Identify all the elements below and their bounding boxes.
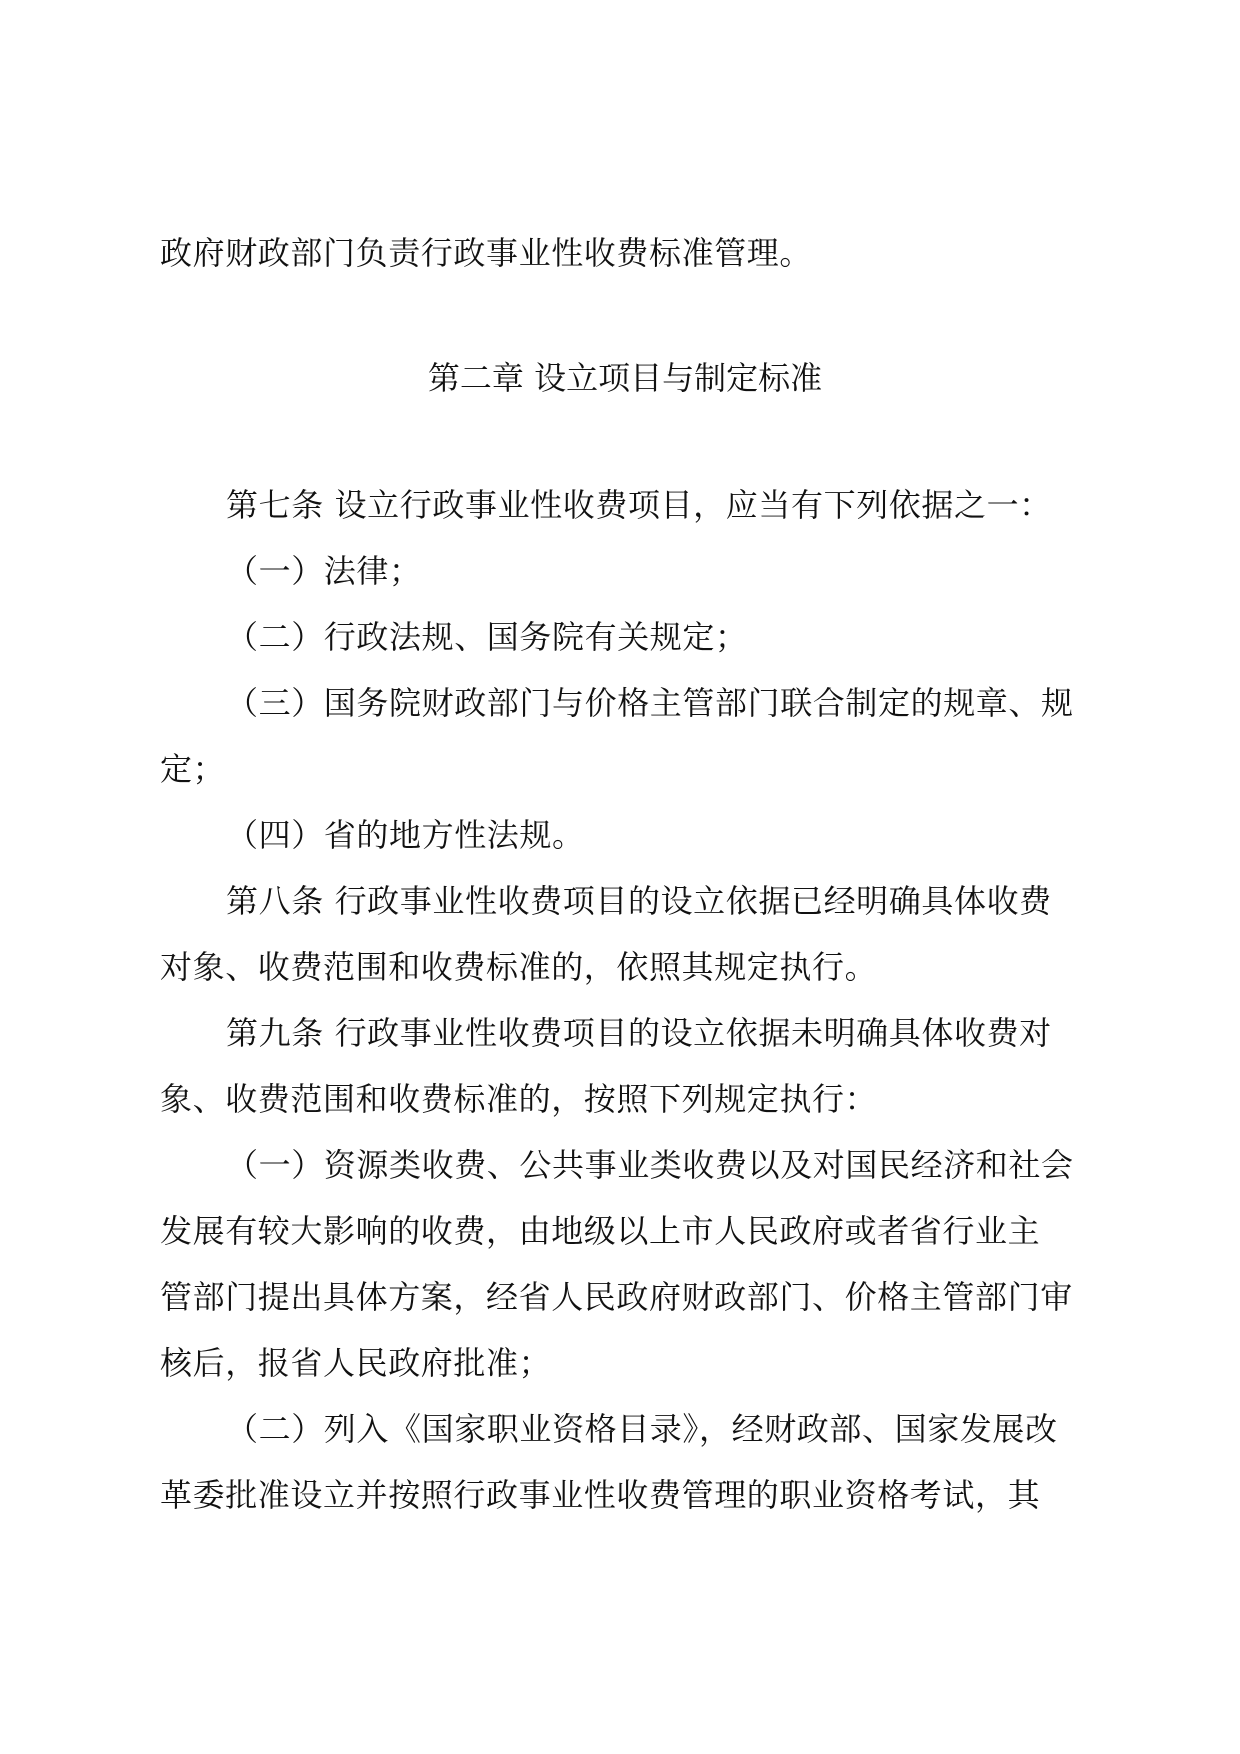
paragraph-line: 核后，报省人民政府批准； — [160, 1344, 552, 1382]
paragraph-line: 管部门提出具体方案，经省人民政府财政部门、价格主管部门审 — [160, 1278, 1073, 1316]
list-item-line: （一）法律； — [226, 552, 422, 590]
article-7-line: 第七条 设立行政事业性收费项目，应当有下列依据之一： — [226, 486, 1052, 524]
list-item-line: （二）列入《国家职业资格目录》，经财政部、国家发展改 — [226, 1410, 1058, 1448]
list-item-line: （三）国务院财政部门与价格主管部门联合制定的规章、规 — [226, 684, 1074, 722]
paragraph-line: 定； — [160, 750, 226, 788]
article-8-line: 第八条 行政事业性收费项目的设立依据已经明确具体收费 — [226, 882, 1052, 920]
paragraph-line: 发展有较大影响的收费，由地级以上市人民政府或者省行业主 — [160, 1212, 1041, 1250]
list-item-line: （四）省的地方性法规。 — [226, 816, 585, 854]
paragraph-line: 对象、收费范围和收费标准的，依照其规定执行。 — [160, 948, 878, 986]
list-item-line: （一）资源类收费、公共事业类收费以及对国民经济和社会 — [226, 1146, 1074, 1184]
article-9-line: 第九条 行政事业性收费项目的设立依据未明确具体收费对 — [226, 1014, 1052, 1052]
list-item-line: （二）行政法规、国务院有关规定； — [226, 618, 748, 656]
paragraph-line: 象、收费范围和收费标准的，按照下列规定执行： — [160, 1080, 878, 1118]
paragraph-line: 革委批准设立并按照行政事业性收费管理的职业资格考试，其 — [160, 1476, 1041, 1514]
paragraph-line: 政府财政部门负责行政事业性收费标准管理。 — [160, 234, 813, 272]
chapter-heading: 第二章 设立项目与制定标准 — [427, 359, 823, 397]
